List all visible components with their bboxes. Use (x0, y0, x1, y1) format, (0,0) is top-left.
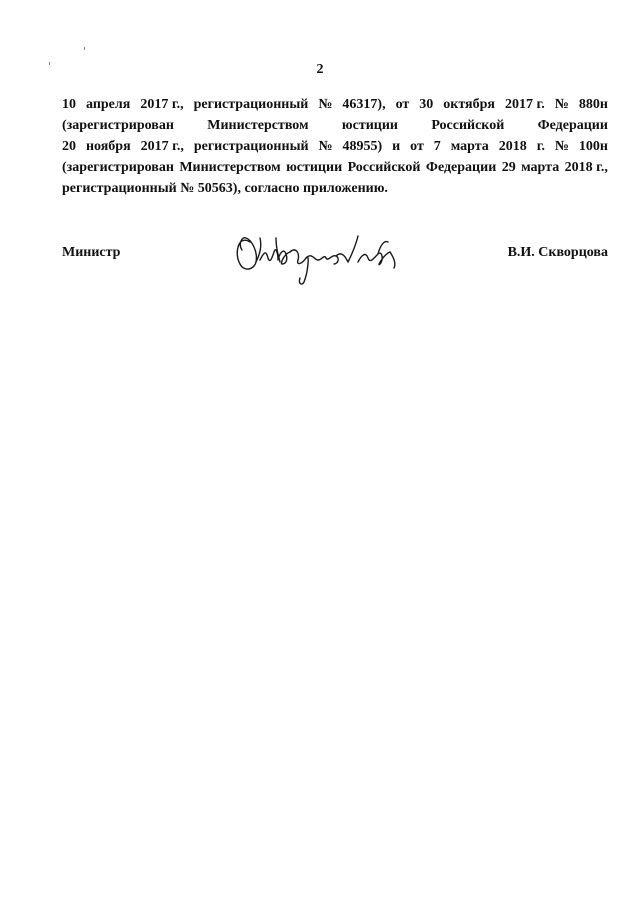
body-paragraph (62, 94, 608, 199)
scan-speck (84, 47, 85, 50)
word: юстиции (286, 160, 343, 175)
word: № (554, 97, 569, 112)
word: 2017 г., (140, 97, 184, 112)
word: ноября (85, 139, 131, 154)
word: 46317), (342, 97, 386, 112)
word: 7 (433, 139, 441, 154)
word: г. (536, 139, 545, 154)
word: 880н (578, 97, 608, 112)
word: и (392, 139, 401, 154)
word: Российской (347, 160, 421, 175)
body-line-1 (62, 94, 608, 115)
body-line-3 (62, 136, 608, 157)
word: Федерации (425, 160, 497, 175)
word: (зарегистрирован (62, 118, 174, 133)
word: Министерством (179, 160, 281, 175)
word: юстиции (341, 118, 398, 133)
signatory-name: В.И. Скворцова (507, 245, 608, 260)
word: 2017 г. (504, 97, 545, 112)
word: апреля (86, 97, 131, 112)
word: от (410, 139, 424, 154)
body-line-4 (62, 157, 608, 178)
signatory-title: Министр (62, 245, 121, 260)
word: марта (521, 160, 560, 175)
handwritten-signature (228, 224, 408, 290)
word: № (554, 139, 569, 154)
word: № (318, 139, 333, 154)
body-line-2 (62, 115, 608, 136)
word: 20 (62, 139, 76, 154)
word: Федерации (537, 118, 608, 133)
word: регистрационный (193, 97, 309, 112)
word: 29 (501, 160, 516, 175)
word: от (395, 97, 410, 112)
page-number: 2 (316, 62, 324, 77)
word: 48955) (342, 139, 383, 154)
word: октября (443, 97, 495, 112)
word: регистрационный (193, 139, 309, 154)
word: 10 (62, 97, 76, 112)
scan-speck (49, 62, 50, 65)
body-line-5: регистрационный № 50563), согласно приложению. (62, 181, 388, 196)
word: № (318, 97, 333, 112)
word: 2018 (498, 139, 527, 154)
word: 100н (578, 139, 608, 154)
word: 30 (419, 97, 434, 112)
word: Министерством (207, 118, 309, 133)
word: марта (450, 139, 489, 154)
word: (зарегистрирован (62, 160, 174, 175)
word: Российской (431, 118, 505, 133)
word: 2017 г., (140, 139, 184, 154)
word: 2018 г., (564, 160, 608, 175)
